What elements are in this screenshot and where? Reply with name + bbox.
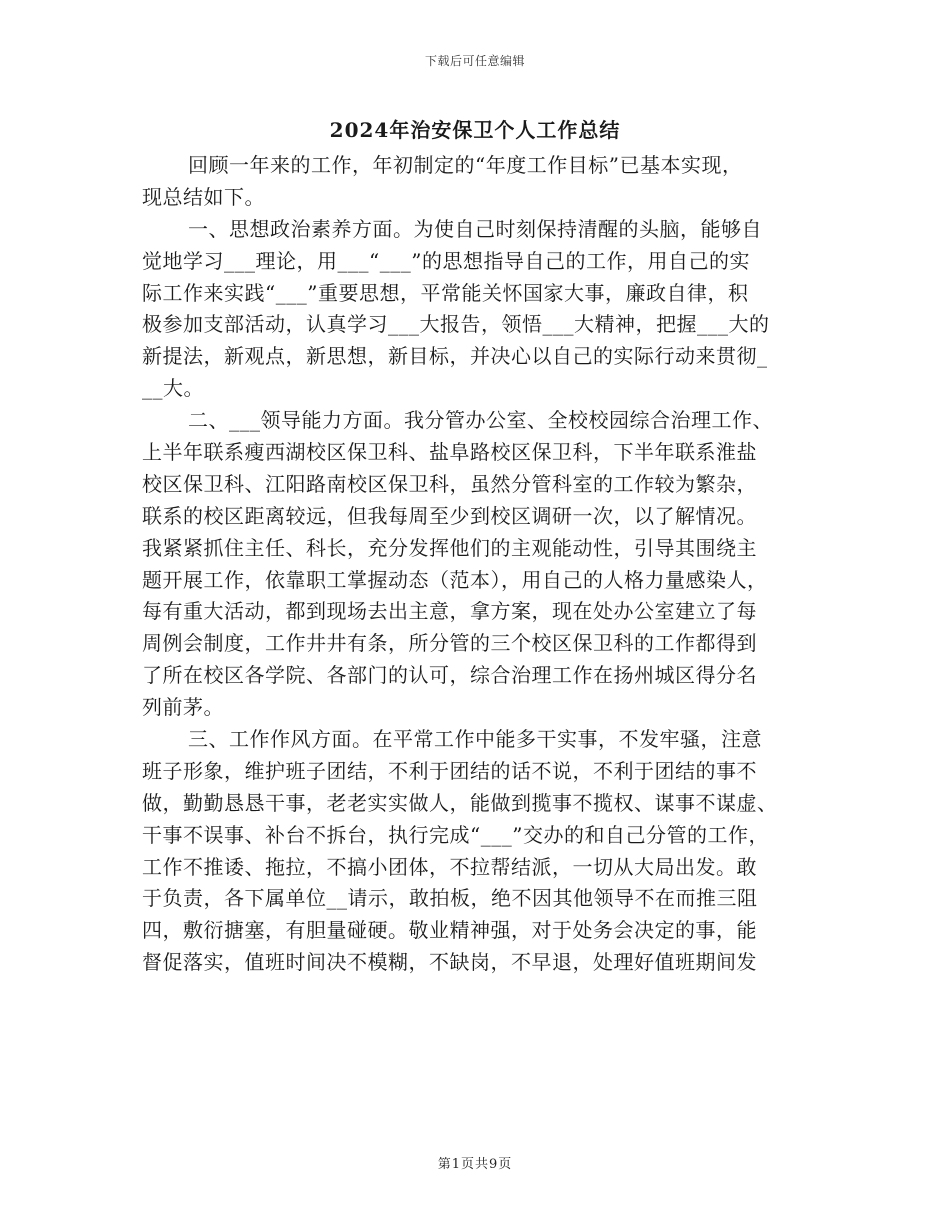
text-line: __大。 xyxy=(142,376,204,401)
text-line: 回顾一年来的工作，年初制定的“年度工作目标”已基本实现， xyxy=(188,153,743,177)
text-line: 我紧紧抓住主任、科长，充分发挥他们的主观能动性，引导其围绕主 xyxy=(142,535,757,560)
text-line: 觉地学习___理论，用___“___”的思想指导自己的工作，用自己的实 xyxy=(142,248,750,273)
text-line: 际工作来实践“___”重要思想，平常能关怀国家大事，廉政自律，积 xyxy=(142,280,749,305)
text-line: 列前茅。 xyxy=(142,695,224,720)
document-body xyxy=(142,150,822,979)
text-line: 周例会制度，工作井井有条，所分管的三个校区保卫科的工作都得到 xyxy=(142,631,757,656)
text-line: 四，敷衍搪塞，有胆量碰硬。敬业精神强，对于处务会决定的事，能 xyxy=(142,918,757,943)
text-line: 三、工作作风方面。在平常工作中能多干实事，不发牢骚，注意 xyxy=(188,727,762,752)
text-line: 现总结如下。 xyxy=(142,184,265,209)
text-line: 校区保卫科、江阳路南校区保卫科，虽然分管科室的工作较为繁杂， xyxy=(142,471,757,496)
text-line: 了所在校区各学院、各部门的认可，综合治理工作在扬州城区得分名 xyxy=(142,663,757,688)
text-line: 每有重大活动，都到现场去出主意，拿方案，现在处办公室建立了每 xyxy=(142,599,757,624)
text-line: 督促落实，值班时间决不模糊，不缺岗，不早退，处理好值班期间发 xyxy=(142,950,757,975)
text-line: 干事不误事、补台不拆台，执行完成“___”交办的和自己分管的工作， xyxy=(142,822,769,847)
page-number-footer: 第1页共9页 xyxy=(437,1157,513,1172)
document-title: 2024年治安保卫个人工作总结 xyxy=(329,118,621,142)
text-line: 上半年联系瘦西湖校区保卫科、盐阜路校区保卫科，下半年联系淮盐 xyxy=(142,440,757,465)
text-line: 题开展工作，依靠职工掌握动态（范本），用自己的人格力量感染人， xyxy=(142,567,768,592)
text-line: 极参加支部活动，认真学习___大报告，领悟___大精神，把握___大的 xyxy=(142,312,770,337)
text-line: 联系的校区距离较远，但我每周至少到校区调研一次，以了解情况。 xyxy=(142,503,757,528)
text-line: 于负责，各下属单位__请示，敢拍板，绝不因其他领导不在而推三阻 xyxy=(142,886,758,911)
text-line: 班子形象，维护班子团结，不利于团结的话不说，不利于团结的事不 xyxy=(142,758,757,783)
text-line: 做，勤勤恳恳干事，老老实实做人，能做到揽事不揽权、谋事不谋虚、 xyxy=(142,790,778,815)
text-line: 工作不推诿、拖拉，不搞小团体，不拉帮结派，一切从大局出发。敢 xyxy=(142,854,757,879)
text-line: 二、___领导能力方面。我分管办公室、全校校园综合治理工作、 xyxy=(188,408,773,433)
text-line: 一、思想政治素养方面。为使自己时刻保持清醒的头脑，能够自 xyxy=(188,216,762,241)
page-header-note: 下载后可任意编辑 xyxy=(424,54,525,68)
text-line: 新提法，新观点，新思想，新目标，并决心以自己的实际行动来贯彻_ xyxy=(142,344,768,369)
